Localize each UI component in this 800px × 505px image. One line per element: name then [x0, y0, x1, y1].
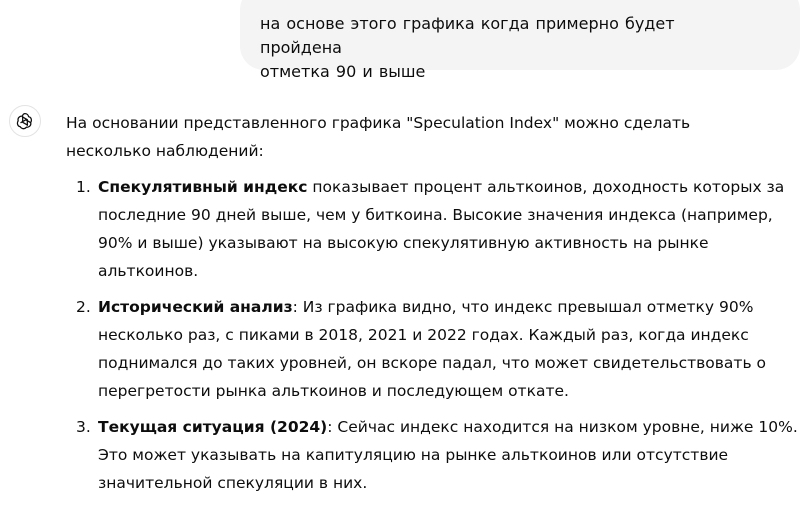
- list-item: [66, 413, 798, 497]
- openai-logo-icon: [15, 111, 35, 131]
- assistant-list: [66, 173, 798, 497]
- list-item-number: 1.: [76, 178, 91, 196]
- list-item-term: Текущая ситуация (2024): [98, 418, 328, 436]
- user-message-text: [260, 12, 730, 84]
- list-item: [66, 293, 798, 405]
- user-message-line-2: отметка 90 и выше: [260, 62, 426, 81]
- list-item-term: Спекулятивный индекс: [98, 178, 308, 196]
- list-item-term: Исторический анализ: [98, 298, 293, 316]
- list-item-text: показывает процент альткоинов, доходность которых за последние 90 дней выше, чем у биткоина. Высокие значения индекса (например, 90% и выше) указывают на высокую спекулятивную активность на рынке альткоинов.: [98, 178, 785, 280]
- list-item-number: 2.: [76, 298, 91, 316]
- user-message-bubble: [240, 0, 800, 81]
- list-item-text: : Из графика видно, что индекс превышал отметку 90% несколько раз, с пиками в 2018, 2021 и 2022 годах. Каждый раз, когда индекс поднимался до таких уровней, он вскоре падал, что может свидетельствовать о перегретости рынка альткоинов и последующем откате.: [98, 298, 766, 400]
- assistant-intro: На основании представленного графика "Speculation Index" можно сделать несколько наблюдений:: [66, 114, 691, 160]
- list-item: [66, 173, 798, 285]
- list-item-text: : Сейчас индекс находится на низком уровне, ниже 10%. Это может указывать на капитуляцию на рынке альткоинов или отсутствие значительной спекуляции в них.: [98, 418, 798, 492]
- user-message-line-1: на основе этого графика когда примерно будет пройдена: [260, 14, 675, 57]
- assistant-message: [66, 109, 798, 505]
- assistant-avatar: [9, 105, 41, 137]
- list-item-number: 3.: [76, 418, 91, 436]
